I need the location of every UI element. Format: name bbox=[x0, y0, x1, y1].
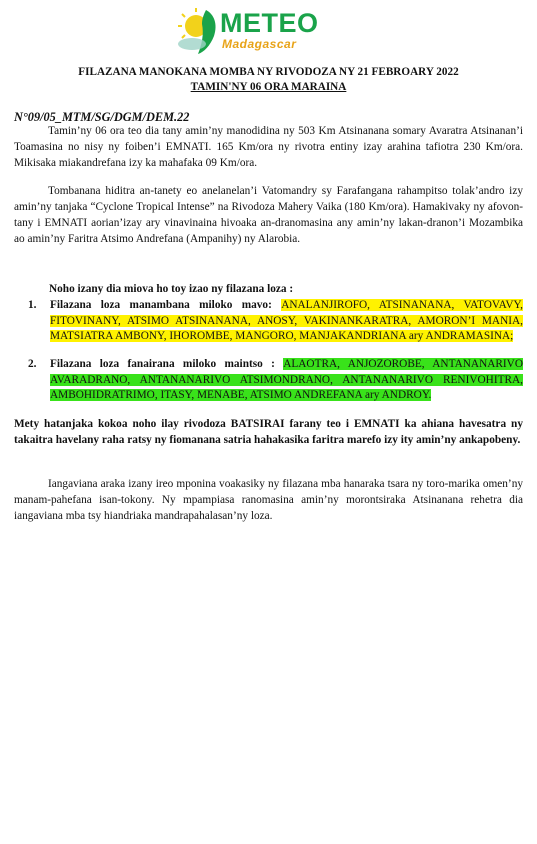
logo-subtitle: Madagascar bbox=[222, 37, 297, 51]
logo-wordmark: METEO bbox=[220, 8, 319, 38]
meteo-madagascar-logo bbox=[172, 4, 332, 60]
warning-regions-yellow: ANALANJIROFO, ATSINANANA, VATOVAVY, FITOVINANY, ATSIMO ATSINANANA, ANOSY, VAKINANKARATRA, AMORON’I MANIA, MATSIATRA AMBONY, IHOROMBE, MANGORO, MANJAKANDRIANA ary ANDRAMASINA; bbox=[50, 299, 524, 342]
warnings-intro: Noho izany dia miova ho toy izao ny filazana loza : bbox=[49, 283, 294, 295]
reference-number: N°09/05_MTM/SG/DGM/DEM.22 bbox=[14, 110, 190, 124]
paragraph-impact: Mety hatanjaka kokoa noho ilay rivodoza BATSIRAI farany teo i EMNATI ka ahiana havesatra ny takaitra havelany raha ratsy ny fiomanana satria hahakasika faritra marefo izy ity amin’ny ankapobeny. bbox=[14, 418, 523, 446]
document-title: FILAZANA MANOKANA MOMBA NY RIVODOZA NY 21 FEBROARY 2022 bbox=[78, 66, 459, 78]
warning-regions-green: ALAOTRA, ANJOZOROBE, ANTANANARIVO AVARADRANO, ANTANANARIVO ATSIMONDRANO, ANTANANARIVO RENIVOHITRA, AMBOHIDRATRIMO, ITASY, MENABE, ATSIMO ANDREFANA ary ANDROY. bbox=[50, 358, 523, 401]
paragraph-position: Tamin’ny 06 ora teo dia tany amin’ny manodidina ny 503 Km Atsinanana somary Avaratra Atsinanan’i Toamasina no nisy ny foiben’i EMNATI. 165 Km/ora ny rivotra entiny izay arahina tafiotra 230 Km/ora. Mikisaka miakandrefana izy ka mahafaka 09 Km/ora. bbox=[14, 125, 523, 169]
paragraph-forecast: Tombanana hiditra an-tanety eo anelanelan’i Vatomandry sy Farafangana rahampitso tolak’andro izy amin’ny tanjaka “Cyclone Tropical Intense” na Rivodoza Mahery Vaika (180 Km/ora). Hamakivaky ny afovon-tany i EMNATI aorian’izay ary vinavinaina hivoaka an-dranomasina any amin’ny lakan-dranon’i Mozambika ao amin’ny Faritra Atsimo Andrefana (Ampanihy) ny Alarobia. bbox=[14, 185, 523, 245]
warning-number: 1. bbox=[28, 299, 37, 311]
warning-label: Filazana loza fanairana miloko maintso : bbox=[50, 358, 284, 370]
paragraph-advice: Iangaviana araka izany ireo mponina voakasiky ny filazana mba hanaraka tsara ny toro-marika omen’ny manam-pahefana isan-tokony. Ny mpampiasa ranomasina amin’ny morontsiraka Atsinanana rehetra dia iangaviana mba tsy hiandriaka mandrapahalasan’ny loza. bbox=[14, 478, 523, 522]
warning-label: Filazana loza manambana miloko mavo: bbox=[50, 299, 282, 311]
warning-number: 2. bbox=[28, 358, 37, 370]
document-subtitle: TAMIN'NY 06 ORA MARAINA bbox=[190, 81, 347, 93]
